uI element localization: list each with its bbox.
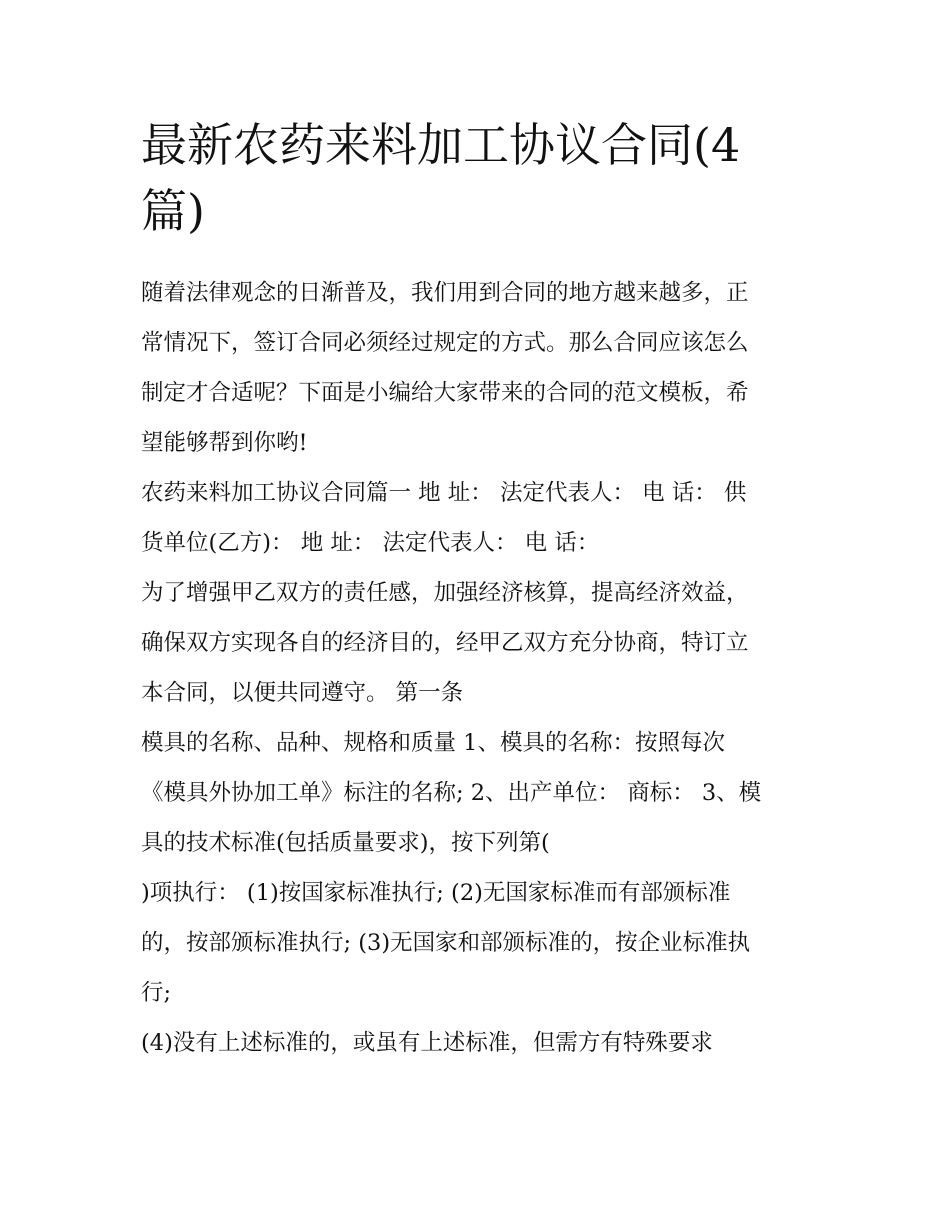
body-line: 制定才合适呢？下面是小编给大家带来的合同的范文模板，希 — [141, 380, 749, 406]
title-line: 最新农药来料加工协议合同(4 — [141, 118, 741, 172]
document-page — [141, 112, 813, 1068]
document-title — [141, 112, 813, 244]
body-line: 常情况下，签订合同必须经过规定的方式。那么合同应该怎么 — [141, 330, 749, 356]
body-line: 本合同，以便共同遵守。 第一条 — [141, 680, 464, 706]
body-line: 模具的名称、品种、规格和质量 1、模具的名称：按照每次 — [141, 730, 725, 756]
body-line: 的，按部颁标准执行; (3)无国家和部颁标准的，按企业标准执 — [141, 930, 751, 956]
body-line: 随着法律观念的日渐普及，我们用到合同的地方越来越多，正 — [141, 280, 749, 306]
body-line: 《模具外协加工单》标注的名称; 2、出产单位： 商标： 3、模 — [141, 780, 762, 806]
body-line: (4)没有上述标准的，或虽有上述标准，但需方有特殊要求 — [141, 1030, 713, 1056]
body-line: 具的技术标准(包括质量要求)，按下列第( — [141, 830, 550, 856]
body-line: )项执行： (1)按国家标准执行; (2)无国家标准而有部颁标准 — [141, 880, 731, 906]
document-body — [141, 268, 813, 1068]
body-line: 行; — [141, 980, 172, 1006]
title-line: 篇) — [141, 184, 205, 238]
body-line: 确保双方实现各自的经济目的，经甲乙双方充分协商，特订立 — [141, 630, 749, 656]
body-line: 农药来料加工协议合同篇一 地 址： 法定代表人： 电 话： 供 — [141, 480, 747, 506]
body-line: 货单位(乙方)： 地 址： 法定代表人： 电 话： — [141, 530, 600, 556]
body-line: 望能够帮到你哟! — [141, 430, 308, 456]
body-line: 为了增强甲乙双方的责任感，加强经济核算，提高经济效益， — [141, 580, 749, 606]
